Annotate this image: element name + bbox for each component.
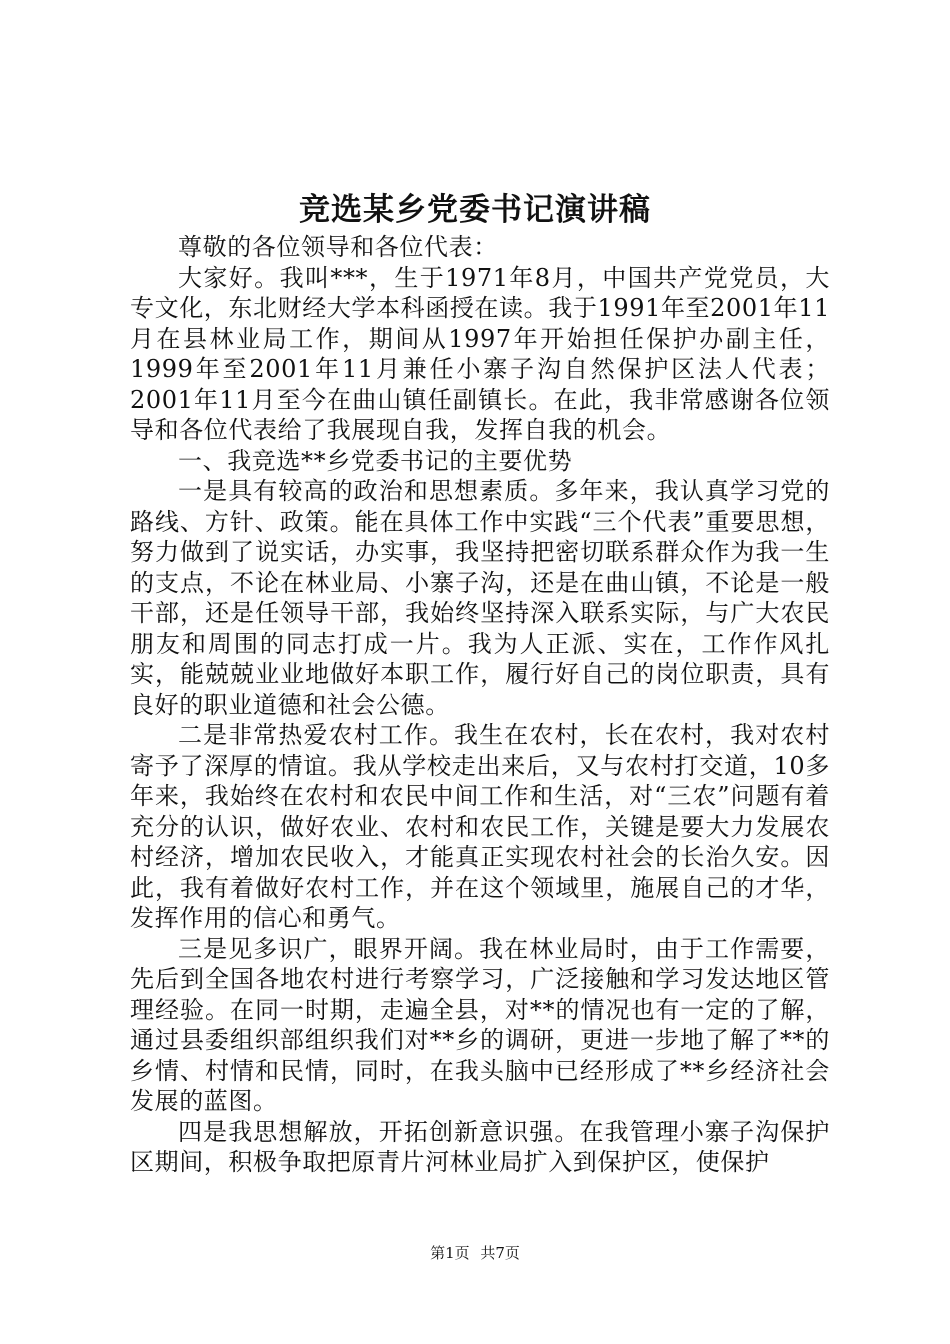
paragraph-love-rural-work: 二是非常热爱农村工作。我生在农村，长在农村，我对农村寄予了深厚的情谊。我从学校走出来后，又与农村打交道，10多年来，我始终在农村和农民中间工作和生活，对“三农”问题有着充分的认识，做好农业、农村和农民工作，关键是要大力发展农村经济，增加农民收入，才能真正实现农村社会的长治久安。因此，我有着做好农村工作，并在这个领域里，施展自己的才华，发挥作用的信心和勇气。 [130,721,830,932]
document-body [130,232,830,1178]
page-footer: 第1页 共7页 [430,1244,520,1262]
paragraph-intro: 大家好。我叫***，生于1971年8月，中国共产党党员，大专文化，东北财经大学本科函授在读。我于1991年至2001年11月在县林业局工作，期间从1997年开始担任保护办副主任，1999年至2001年11月兼任小寨子沟自然保护区法人代表；2001年11月至今在曲山镇任副镇长。在此，我非常感谢各位领导和各位代表给了我展现自我，发挥自我的机会。 [130,263,830,444]
paragraph-experience: 三是见多识广，眼界开阔。我在林业局时，由于工作需要，先后到全国各地农村进行考察学习，广泛接触和学习发达地区管理经验。在同一时期，走遍全县，对**的情况也有一定的了解，通过县委组织部组织我们对**乡的调研，更进一步地了解了**的乡情、村情和民情，同时，在我头脑中已经形成了**乡经济社会发展的蓝图。 [130,934,830,1115]
section-heading: 一、我竞选**乡党委书记的主要优势 [178,446,573,475]
paragraph-innovation: 四是我思想解放，开拓创新意识强。在我管理小寨子沟保护区期间，积极争取把原青片河林业局扩入到保护区，使保护 [130,1117,830,1176]
paragraph-political-quality: 一是具有较高的政治和思想素质。多年来，我认真学习党的路线、方针、政策。能在具体工作中实践“三个代表”重要思想，努力做到了说实话，办实事，我坚持把密切联系群众作为我一生的支点，不论在林业局、小寨子沟，还是在曲山镇，不论是一般干部，还是任领导干部，我始终坚持深入联系实际，与广大农民朋友和周围的同志打成一片。我为人正派、实在，工作作风扎实，能兢兢业业地做好本职工作，履行好自己的岗位职责，具有良好的职业道德和社会公德。 [130,477,830,719]
salutation: 尊敬的各位领导和各位代表： [178,233,498,261]
document-title: 竞选某乡党委书记演讲稿 [299,192,651,228]
